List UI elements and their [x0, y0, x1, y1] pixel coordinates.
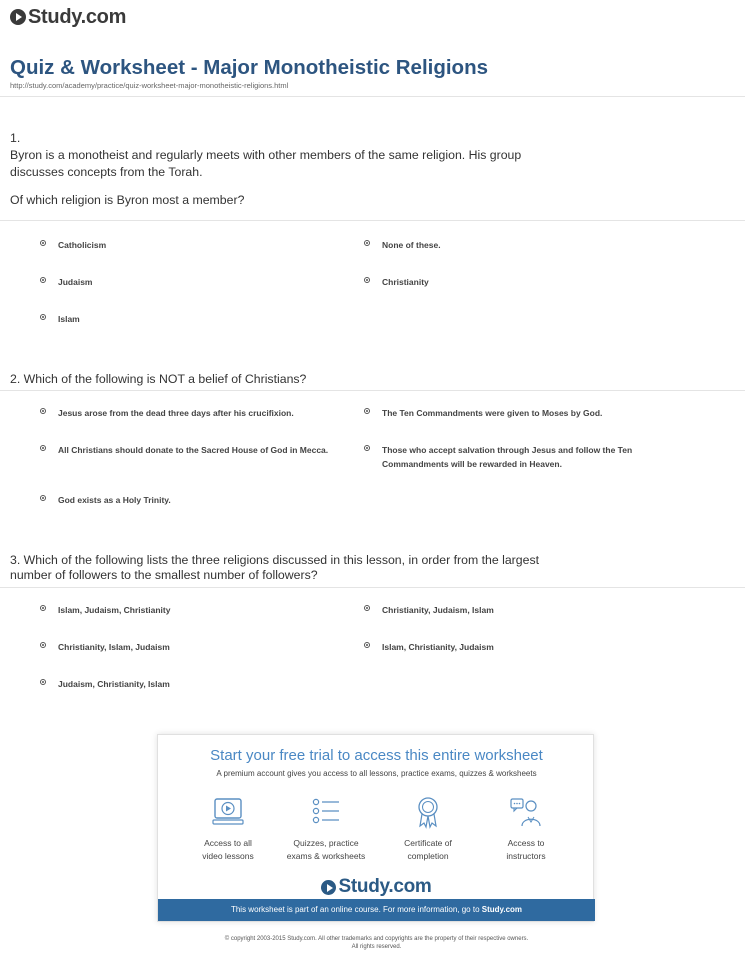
- feature-instructors: [476, 795, 576, 863]
- answer-option[interactable]: [40, 238, 106, 252]
- play-logo-icon: [10, 9, 26, 25]
- option-label: Christianity, Judaism, Islam: [382, 605, 494, 615]
- promo-bar-text: This worksheet is part of an online course. For more information, go to: [230, 905, 482, 914]
- radio-icon[interactable]: [40, 679, 46, 685]
- option-label: Christianity: [382, 277, 429, 287]
- radio-icon[interactable]: [40, 445, 46, 451]
- question-prompt: Of which religion is Byron most a member?: [10, 193, 245, 207]
- feature-label: Certificate of: [404, 838, 452, 848]
- answer-option[interactable]: [364, 443, 684, 471]
- answer-option[interactable]: [40, 275, 93, 289]
- radio-icon[interactable]: [364, 240, 370, 246]
- answer-option[interactable]: [40, 677, 170, 691]
- copyright-footer: [0, 935, 753, 951]
- page-url: http://study.com/academy/practice/quiz-worksheet-major-monotheistic-religions.html: [10, 81, 289, 90]
- option-label: The Ten Commandments were given to Moses by God.: [382, 408, 603, 418]
- answer-option[interactable]: [40, 493, 171, 507]
- answer-option[interactable]: [40, 406, 340, 420]
- option-label: Those who accept salvation through Jesus and follow the Ten Commandments will be rewarded in Heaven.: [382, 445, 633, 469]
- feature-label: instructors: [506, 851, 546, 861]
- answer-option[interactable]: [364, 640, 494, 654]
- promo-subtitle: A premium account gives you access to all lessons, practice exams, quizzes & worksheets: [216, 769, 537, 778]
- question-number: 1.: [10, 131, 21, 145]
- feature-video-lessons: [178, 795, 278, 863]
- divider: [0, 587, 745, 588]
- quiz-list-icon: [309, 795, 343, 829]
- divider: [0, 220, 745, 221]
- logo-text: Study.com: [28, 5, 127, 28]
- radio-icon[interactable]: [364, 605, 370, 611]
- radio-icon[interactable]: [364, 445, 370, 451]
- copyright-text: All rights reserved.: [351, 944, 402, 950]
- option-label: Islam: [58, 314, 80, 324]
- feature-certificate: [378, 795, 478, 863]
- promo-title[interactable]: Start your free trial to access this entire worksheet: [210, 747, 543, 764]
- answer-option[interactable]: [40, 312, 80, 326]
- feature-label: video lessons: [202, 851, 254, 861]
- feature-label: exams & worksheets: [286, 851, 366, 861]
- copyright-text: © copyright 2003-2015 Study.com. All other trademarks and copyrights are the property of their respective owners.: [224, 936, 529, 942]
- option-label: Catholicism: [58, 240, 107, 250]
- radio-icon[interactable]: [40, 605, 46, 611]
- radio-icon[interactable]: [364, 277, 370, 283]
- option-label: Jesus arose from the dead three days after his crucifixion.: [58, 408, 294, 418]
- question-text: 2. Which of the following is NOT a belief of Christians?: [10, 372, 307, 386]
- play-logo-icon: [321, 880, 336, 895]
- promo-info-bar[interactable]: [158, 899, 595, 921]
- divider: [0, 390, 745, 391]
- option-label: Islam, Christianity, Judaism: [382, 642, 494, 652]
- radio-icon[interactable]: [364, 642, 370, 648]
- free-trial-promo[interactable]: [157, 734, 594, 922]
- feature-label: Access to all: [204, 838, 252, 848]
- answer-option[interactable]: [40, 640, 170, 654]
- radio-icon[interactable]: [40, 240, 46, 246]
- instructor-icon: [509, 795, 543, 829]
- answer-option[interactable]: [40, 443, 340, 457]
- answer-option[interactable]: [364, 275, 429, 289]
- answer-option[interactable]: [364, 603, 494, 617]
- option-label: None of these.: [382, 240, 441, 250]
- study-logo[interactable]: [10, 6, 126, 28]
- certificate-icon: [411, 795, 445, 829]
- feature-label: Quizzes, practice: [293, 838, 359, 848]
- radio-icon[interactable]: [40, 642, 46, 648]
- question-text: number of followers to the smallest number of followers?: [10, 568, 318, 582]
- radio-icon[interactable]: [40, 314, 46, 320]
- feature-label: Access to: [507, 838, 545, 848]
- question-text: discusses concepts from the Torah.: [10, 165, 203, 179]
- divider: [0, 96, 745, 97]
- radio-icon[interactable]: [40, 408, 46, 414]
- option-label: All Christians should donate to the Sacred House of God in Mecca.: [58, 445, 329, 455]
- option-label: Christianity, Islam, Judaism: [58, 642, 170, 652]
- option-label: Judaism: [58, 277, 93, 287]
- promo-bar-link[interactable]: Study.com: [481, 905, 523, 914]
- radio-icon[interactable]: [40, 277, 46, 283]
- question-text: 3. Which of the following lists the three religions discussed in this lesson, in order from the largest: [10, 553, 540, 567]
- radio-icon[interactable]: [364, 408, 370, 414]
- feature-quizzes: [276, 795, 376, 863]
- answer-option[interactable]: [40, 603, 170, 617]
- feature-label: completion: [407, 851, 449, 861]
- question-text: Byron is a monotheist and regularly meets with other members of the same religion. His group: [10, 148, 522, 162]
- promo-study-logo[interactable]: [158, 876, 595, 898]
- radio-icon[interactable]: [40, 495, 46, 501]
- logo-text: Study.com: [338, 876, 432, 897]
- option-label: Islam, Judaism, Christianity: [58, 605, 171, 615]
- video-lesson-icon: [211, 795, 245, 829]
- page-title: Quiz & Worksheet - Major Monotheistic Religions: [10, 56, 488, 79]
- answer-option[interactable]: [364, 406, 684, 420]
- answer-option[interactable]: [364, 238, 441, 252]
- option-label: Judaism, Christianity, Islam: [58, 679, 170, 689]
- option-label: God exists as a Holy Trinity.: [58, 495, 171, 505]
